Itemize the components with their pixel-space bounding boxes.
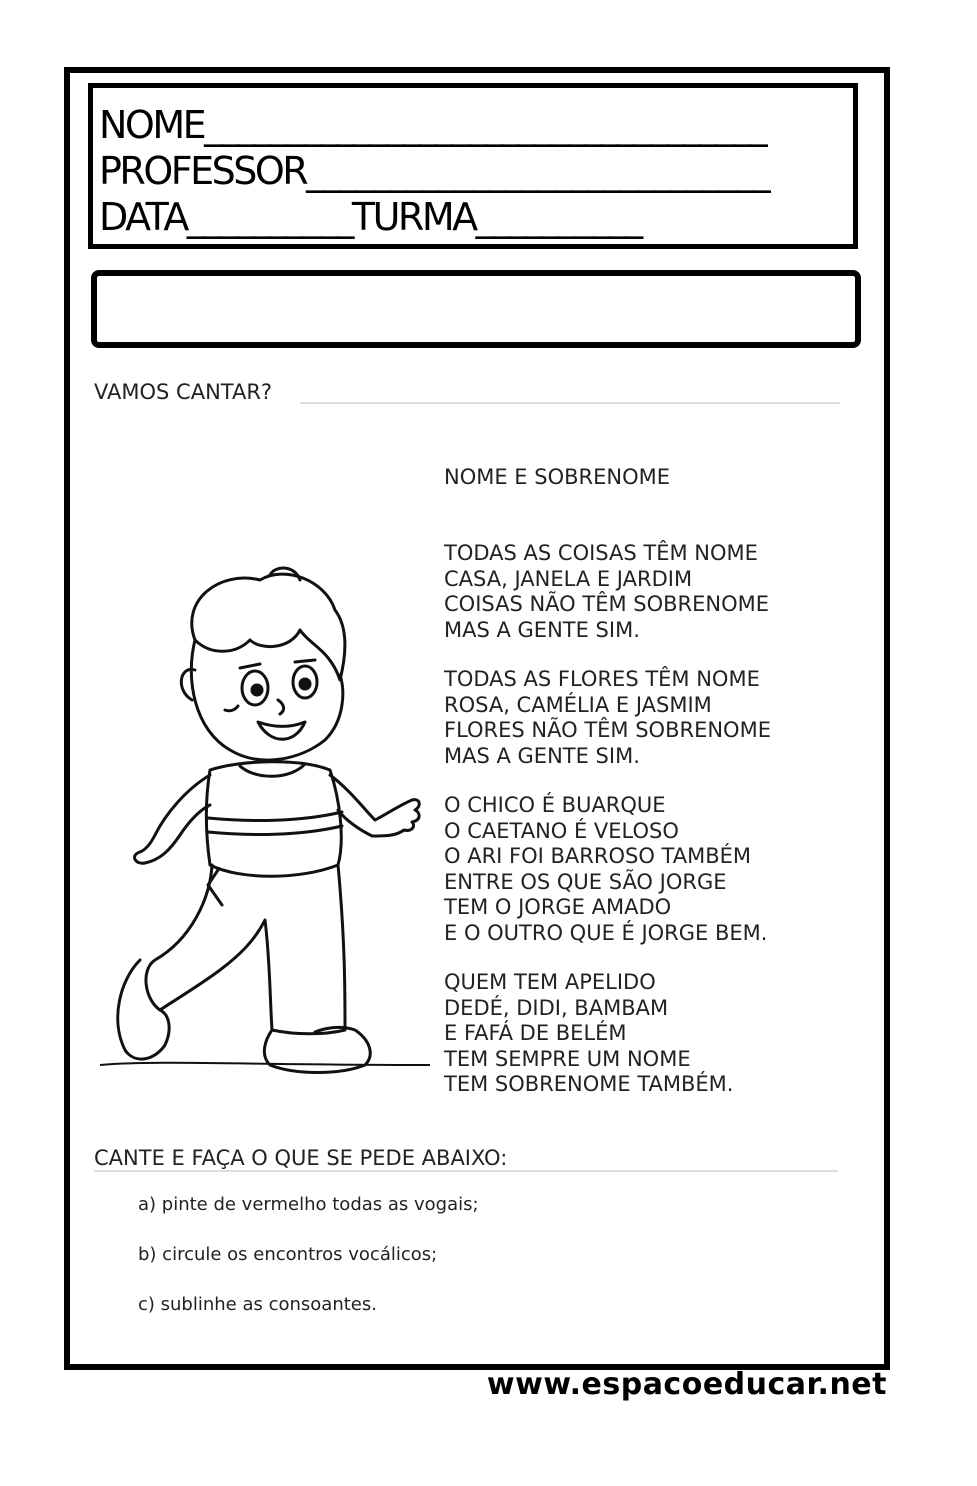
section-divider (300, 402, 840, 404)
verse-line: E FAFÁ DE BELÉM (444, 1021, 627, 1045)
verse-line: ROSA, CAMÉLIA E JASMIM (444, 692, 712, 717)
student-info-box (88, 83, 858, 249)
task-item: a) pinte de vermelho todas as vogais; (138, 1194, 479, 1215)
verse-line: QUEM TEM APELIDO (444, 970, 656, 994)
verse-line: DEDÉ, DIDI, BAMBAM (444, 995, 669, 1020)
stanza-2 (444, 667, 771, 769)
verse-line: O CHICO É BUARQUE (444, 793, 666, 817)
song-title: NOME E SOBRENOME (444, 465, 670, 489)
stanza-1 (444, 541, 769, 643)
stanza-4 (444, 970, 733, 1098)
verse-line: MAS A GENTE SIM. (444, 743, 640, 768)
teacher-field[interactable]: PROFESSOR____________________________ (99, 149, 769, 193)
verse-line: COISAS NÃO TÊM SOBRENOME (444, 592, 770, 616)
verse-line: TODAS AS COISAS TÊM NOME (444, 541, 758, 565)
blank-title-box (91, 270, 861, 348)
task-item: b) circule os encontros vocálicos; (138, 1244, 438, 1265)
date-class-field[interactable]: DATA__________TURMA__________ (99, 195, 641, 239)
verse-line: MAS A GENTE SIM. (444, 617, 640, 642)
section-title: VAMOS CANTAR? (94, 380, 273, 404)
website-url[interactable]: www.espacoeducar.net (486, 1367, 887, 1402)
verse-line: FLORES NÃO TÊM SOBRENOME (444, 718, 771, 742)
stanza-3 (444, 793, 767, 946)
verse-line: TODAS AS FLORES TÊM NOME (444, 667, 760, 691)
verse-line: O ARI FOI BARROSO TAMBÉM (444, 844, 752, 868)
name-field[interactable]: NOME__________________________________ (99, 103, 766, 147)
task-item: c) sublinhe as consoantes. (138, 1294, 377, 1315)
child-illustration (100, 560, 430, 1100)
verse-line: TEM O JORGE AMADO (444, 895, 672, 919)
verse-line: ENTRE OS QUE SÃO JORGE (444, 869, 727, 894)
verse-line: TEM SOBRENOME TAMBÉM. (444, 1072, 734, 1096)
instructions-divider (94, 1170, 838, 1172)
verse-line: TEM SEMPRE UM NOME (444, 1046, 691, 1071)
verse-line: E O OUTRO QUE É JORGE BEM. (444, 920, 768, 945)
verse-line: O CAETANO É VELOSO (444, 818, 679, 843)
instructions-title: CANTE E FAÇA O QUE SE PEDE ABAIXO: (94, 1146, 508, 1170)
verse-line: CASA, JANELA E JARDIM (444, 566, 693, 591)
